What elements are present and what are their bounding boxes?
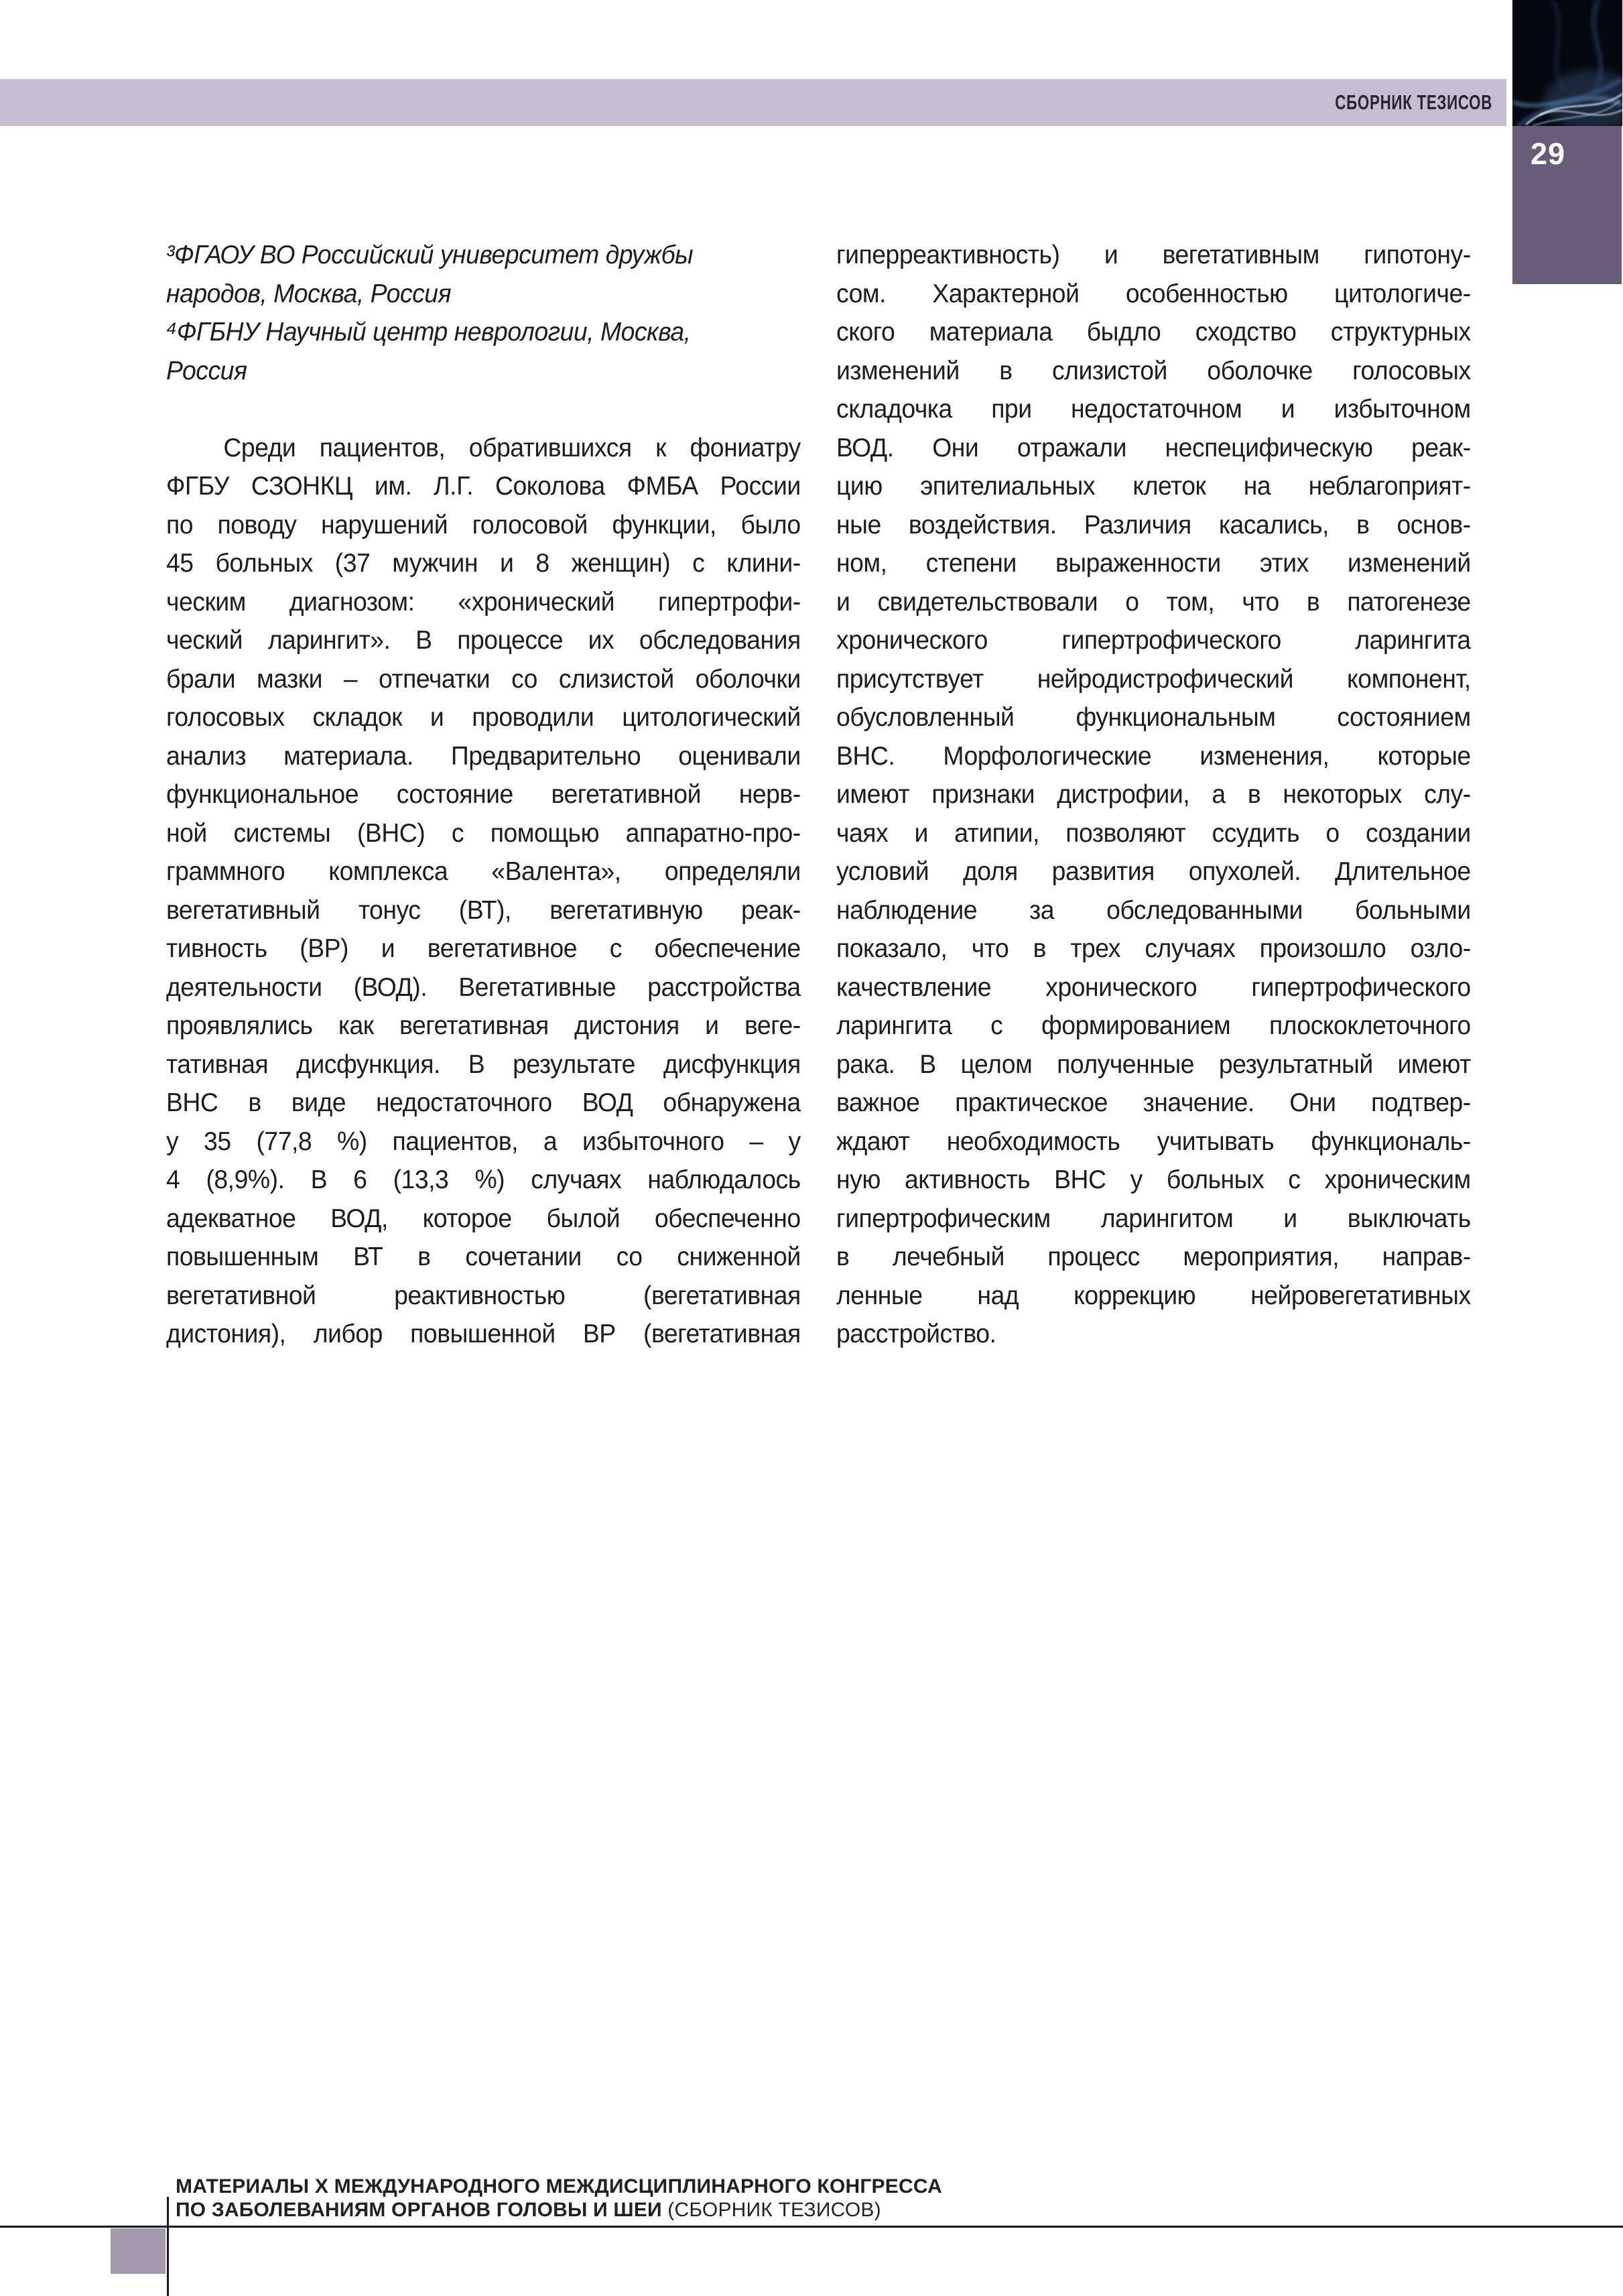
text-line: функциональное состояние вегетативной нерв-	[166, 780, 801, 809]
footer-vertical-rule	[167, 2197, 169, 2296]
text-line: ждают необходимость учитывать функциональ-	[836, 1127, 1471, 1156]
text-line: ленные над коррекцию нейровегетативных	[836, 1281, 1471, 1310]
page-number-block	[1512, 126, 1622, 284]
text-line: сом. Характерной особенностью цитологиче-	[836, 279, 1471, 308]
text-line: условий доля развития опухолей. Длительное	[836, 857, 1471, 886]
text-line: 4 (8,9%). В 6 (13,3 %) случаях наблюдалось	[166, 1165, 801, 1194]
text-line: проявлялись как вегетативная дистония и веге-	[166, 1011, 801, 1040]
text-line: гиперреактивность) и вегетативным гипотону-	[836, 241, 1471, 269]
text-line: расстройство.	[836, 1320, 996, 1348]
footer-imprint-line1: МАТЕРИАЛЫ X МЕЖДУНАРОДНОГО МЕЖДИСЦИПЛИНАРНОГО КОНГРЕССА	[176, 2175, 942, 2197]
text-line: ной системы (ВНС) с помощью аппаратно-про-	[166, 818, 801, 848]
text-line: гипертрофическим ларингитом и выключать	[836, 1204, 1471, 1233]
text-line: складочка при недостаточном и избыточном	[836, 395, 1471, 424]
abstract-smoke-image	[1512, 0, 1622, 126]
footer-imprint-line2	[176, 2199, 942, 2222]
text-line: ФГБУ СЗОНКЦ им. Л.Г. Соколова ФМБА России	[166, 472, 801, 501]
text-line: брали мазки – отпечатки со слизистой оболочки	[166, 664, 801, 694]
text-line: ном, степени выраженности этих изменений	[836, 549, 1471, 578]
text-line: вегетативной реактивностью (вегетативная	[166, 1281, 801, 1310]
text-line: ³ФГАОУ ВО Российский университет дружбы	[166, 241, 694, 269]
abstract-text-right	[836, 236, 1471, 1354]
text-line: важное практическое значение. Они подтвер-	[836, 1088, 1471, 1117]
text-line: анализ материала. Предварительно оценивали	[166, 741, 801, 771]
text-line: имеют признаки дистрофии, а в некоторых слу-	[836, 780, 1471, 809]
text-line: ларингита с формированием плоскоклеточного	[836, 1011, 1471, 1040]
header-bar-label: СБОРНИК ТЕЗИСОВ	[1335, 90, 1492, 114]
text-line: рака. В целом полученные результатный имеют	[836, 1049, 1471, 1079]
text-line: голосовых складок и проводили цитологический	[166, 703, 801, 732]
text-line: народов, Москва, Россия	[166, 279, 452, 308]
text-line: присутствует нейродистрофический компонент,	[836, 664, 1471, 694]
footer-decorative-square	[111, 2228, 166, 2274]
footer-imprint-line2-light: (СБОРНИК ТЕЗИСОВ)	[667, 2198, 881, 2221]
text-line: тивность (ВР) и вегетативное с обеспечение	[166, 934, 801, 963]
text-line: и свидетельствовали о том, что в патогенезе	[836, 587, 1471, 617]
text-line: ВОД. Они отражали неспецифическую реак-	[836, 433, 1471, 462]
page-number: 29	[1531, 137, 1566, 171]
text-line: чаях и атипии, позволяют ссудить о создании	[836, 818, 1471, 848]
footer-imprint-line2-bold: ПО ЗАБОЛЕВАНИЯМ ОРГАНОВ ГОЛОВЫ И ШЕИ	[176, 2198, 662, 2221]
text-line: цию эпителиальных клеток на неблагоприят-	[836, 472, 1471, 501]
abstract-text-left	[166, 429, 801, 1354]
right-column	[836, 236, 1471, 1354]
paragraph-gap	[166, 390, 801, 429]
text-line: обусловленный функциональным состоянием	[836, 703, 1471, 732]
text-line: наблюдение за обследованными больными	[836, 895, 1471, 925]
text-line: качествление хронического гипертрофического	[836, 972, 1471, 1002]
text-line: тативная дисфункция. В результате дисфункция	[166, 1049, 801, 1079]
text-line: в лечебный процесс мероприятия, направ-	[836, 1242, 1471, 1271]
text-line: граммного комплекса «Валента», определяли	[166, 857, 801, 886]
text-line: адекватное ВОД, которое былой обеспеченно	[166, 1204, 801, 1233]
footer-imprint	[176, 2175, 942, 2222]
text-line: ВНС. Морфологические изменения, которые	[836, 741, 1471, 771]
footer-horizontal-rule	[0, 2226, 1623, 2228]
text-line: ВНС в виде недостаточного ВОД обнаружена	[166, 1088, 801, 1117]
left-column	[166, 236, 801, 1354]
text-line: 45 больных (37 мужчин и 8 женщин) с клини-	[166, 549, 801, 578]
text-line: Россия	[166, 356, 247, 385]
text-line: ную активность ВНС у больных с хроническим	[836, 1165, 1471, 1194]
text-line: ⁴ФГБНУ Научный центр неврологии, Москва,	[166, 318, 691, 346]
text-line: деятельности (ВОД). Вегетативные расстройства	[166, 972, 801, 1002]
text-line: вегетативный тонус (ВТ), вегетативную реак-	[166, 895, 801, 925]
text-line: ные воздействия. Различия касались, в основ-	[836, 510, 1471, 539]
text-line: у 35 (77,8 %) пациентов, а избыточного – у	[166, 1127, 801, 1156]
text-line: ческий ларингит». В процессе их обследования	[166, 626, 801, 655]
text-line: ского материала быдло сходство структурных	[836, 318, 1471, 346]
text-line: изменений в слизистой оболочке голосовых	[836, 356, 1471, 385]
header-bar	[0, 79, 1506, 126]
text-line: ческим диагнозом: «хронический гипертрофи-	[166, 587, 801, 617]
text-line: дистония), либор повышенной ВР (вегетативная	[166, 1320, 801, 1348]
text-line: Среди пациентов, обратившихся к фониатру	[223, 433, 801, 462]
text-line: повышенным ВТ в сочетании со сниженной	[166, 1242, 801, 1271]
affiliations	[166, 236, 801, 390]
text-line: по поводу нарушений голосовой функции, было	[166, 510, 801, 539]
text-line: показало, что в трех случаях произошло озло-	[836, 934, 1471, 963]
text-line: хронического гипертрофического ларингита	[836, 626, 1471, 655]
